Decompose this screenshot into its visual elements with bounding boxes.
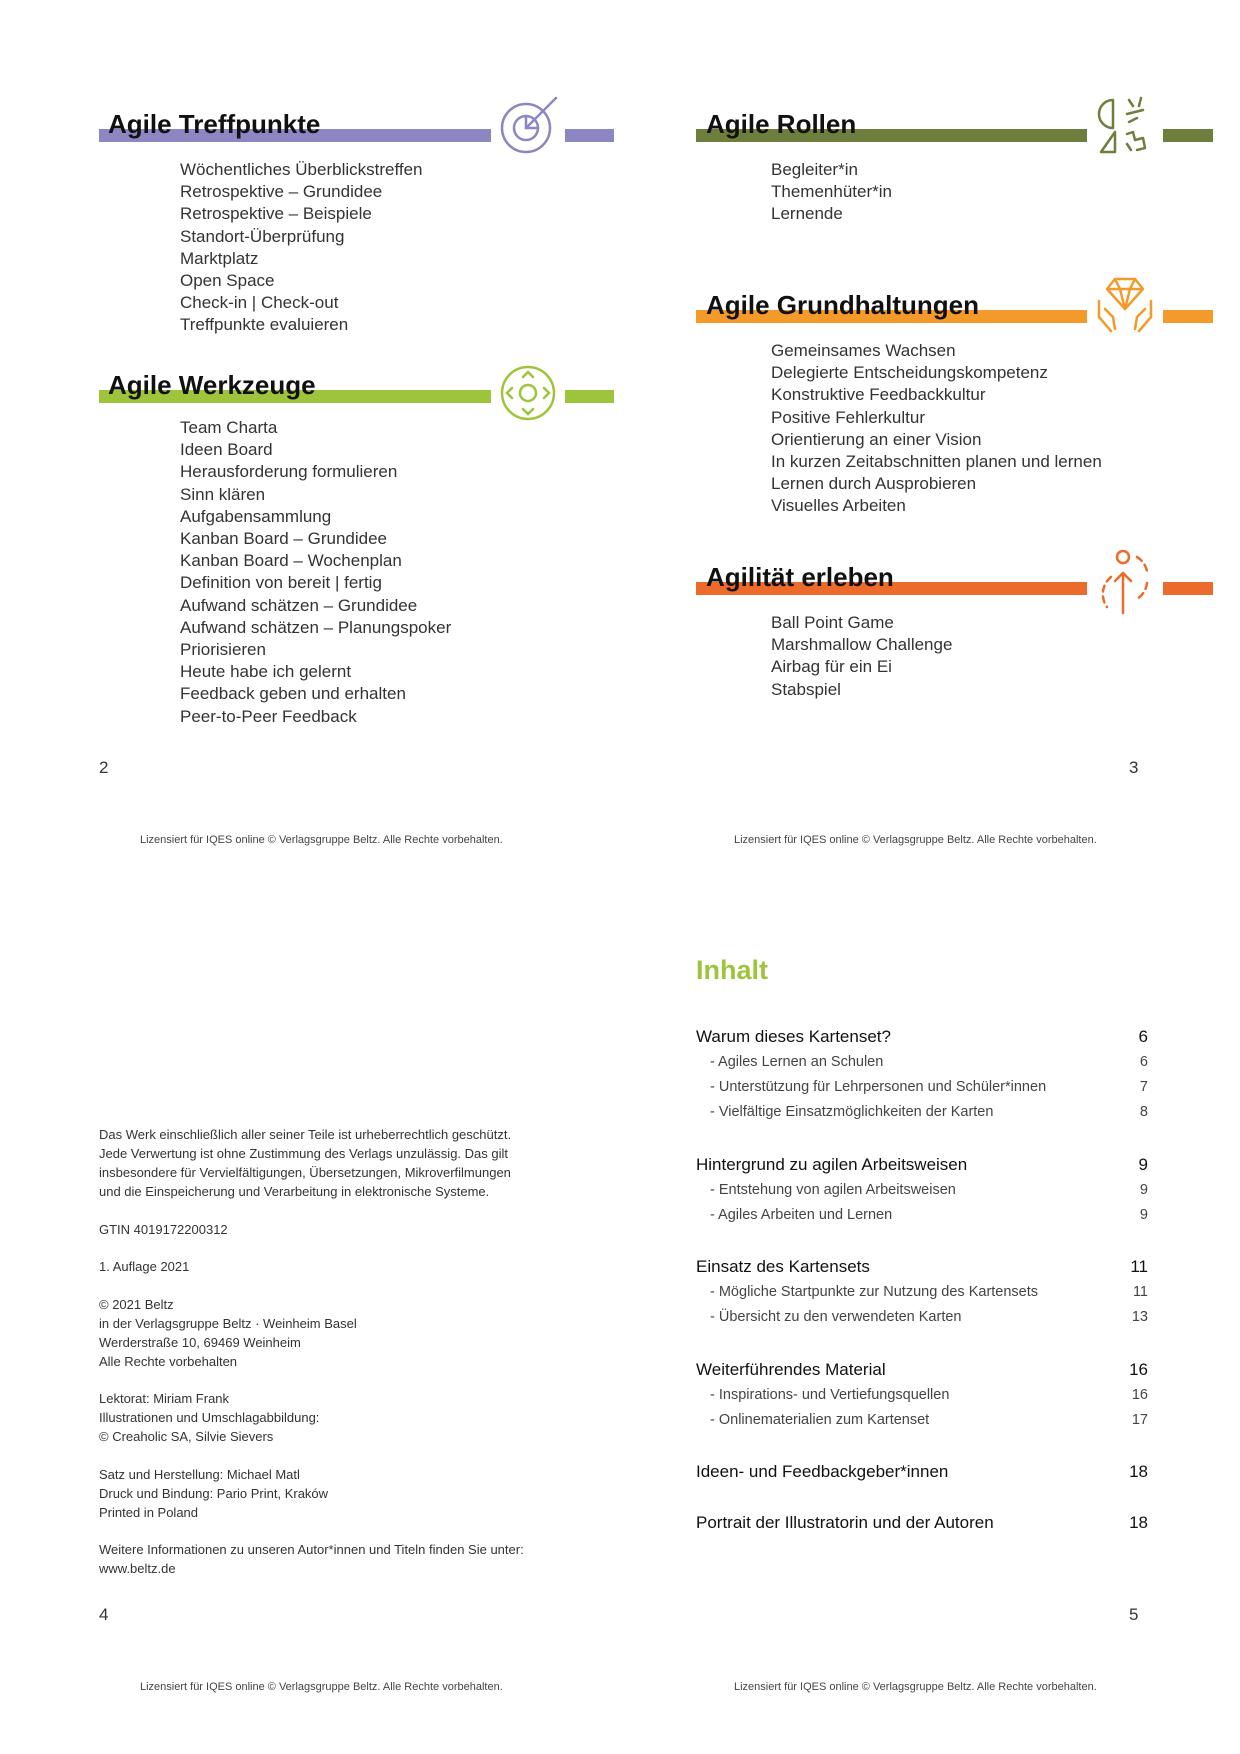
hands-diamond-icon — [1093, 271, 1159, 337]
list-item: Priorisieren — [180, 640, 266, 660]
toc-subentry[interactable]: - Agiles Lernen an Schulen 6 — [710, 1054, 1148, 1070]
list-item: Retrospektive – Beispiele — [180, 204, 372, 224]
page-title: Inhalt — [696, 955, 768, 985]
toc-subentry[interactable]: - Inspirations- und Vertiefungsquellen 16 — [710, 1387, 1148, 1403]
list-item: Retrospektive – Grundidee — [180, 182, 383, 202]
toc-subentry[interactable]: - Onlinematerialien zum Kartenset 17 — [710, 1412, 1148, 1428]
toc-group — [696, 1254, 1148, 1330]
toc-entry[interactable]: Portrait der Illustratorin und der Autoren 18 — [696, 1513, 1148, 1532]
credits: Lektorat: Miriam Frank Illustrationen und Umschlagabbildung: © Creaholic SA, Silvie Sievers — [99, 1391, 320, 1444]
section-title-treffpunkte: Agile Treffpunkte — [108, 109, 321, 139]
list-item: Stabspiel — [771, 679, 841, 699]
section-bar-werkzeuge-tail — [565, 390, 614, 403]
imprint — [99, 1125, 569, 1597]
section-bar-erleben-tail — [1163, 582, 1213, 595]
list-item: Aufgabensammlung — [180, 506, 332, 526]
toc-subentry[interactable]: - Unterstützung für Lehrpersonen und Schüler*innen 7 — [710, 1079, 1148, 1095]
toc-entry[interactable]: Weiterführendes Material 16 — [696, 1360, 1148, 1379]
section-bar-treffpunkte-tail — [565, 129, 614, 142]
website-link[interactable]: www.beltz.de — [99, 1561, 176, 1576]
page-number: 2 — [99, 758, 109, 777]
production-info: Satz und Herstellung: Michael Matl Druck und Bindung: Pario Print, Kraków Printed in Poland — [99, 1466, 329, 1520]
list-item: Airbag für ein Ei — [771, 657, 892, 677]
toc-entry[interactable]: Warum dieses Kartenset? 6 — [696, 1027, 1148, 1046]
toc-group — [696, 1510, 1148, 1536]
license-notice: Lizensiert für IQES online © Verlagsgruppe Beltz. Alle Rechte vorbehalten. — [140, 1681, 503, 1693]
list-item: Heute habe ich gelernt — [180, 662, 352, 682]
list-item: Themenhüter*in — [771, 182, 892, 202]
list-item: Sinn klären — [180, 484, 266, 504]
list-item: Herausforderung formulieren — [180, 462, 398, 482]
list-werkzeuge — [180, 417, 451, 728]
license-notice: Lizensiert für IQES online © Verlagsgruppe Beltz. Alle Rechte vorbehalten. — [734, 1681, 1097, 1693]
section-bar-rollen-tail — [1163, 129, 1213, 142]
list-item: Lernende — [771, 204, 843, 224]
section-bar-grundhaltungen-tail — [1163, 310, 1213, 323]
list-item: Definition von bereit | fertig — [180, 573, 382, 593]
list-item: Visuelles Arbeiten — [771, 496, 906, 516]
section-title-werkzeuge: Agile Werkzeuge — [108, 370, 316, 400]
list-item: Team Charta — [180, 418, 278, 437]
list-item: Marktplatz — [180, 248, 259, 268]
list-item: Ideen Board — [180, 440, 273, 460]
list-item: Konstruktive Feedbackkultur — [771, 385, 986, 405]
list-item: Delegierte Entscheidungskompetenz — [771, 363, 1048, 383]
section-title-erleben: Agilität erleben — [706, 562, 894, 592]
list-item: Aufwand schätzen – Grundidee — [180, 595, 418, 615]
toc-entry[interactable]: Einsatz des Kartensets 11 — [696, 1257, 1148, 1276]
list-item: Wöchentliches Überblickstreffen — [180, 160, 423, 179]
list-item: Marshmallow Challenge — [771, 635, 953, 655]
list-item: Feedback geben und erhalten — [180, 684, 406, 704]
toc-group — [696, 1459, 1148, 1485]
list-item: In kurzen Zeitabschnitten planen und lernen — [771, 452, 1102, 472]
list-grundhaltungen — [771, 340, 1102, 518]
list-item: Kanban Board – Grundidee — [180, 529, 387, 549]
toc-subentry[interactable]: - Entstehung von agilen Arbeitsweisen 9 — [710, 1182, 1148, 1198]
toc-entry[interactable]: Ideen- und Feedbackgeber*innen 18 — [696, 1462, 1148, 1481]
list-item: Positive Fehlerkultur — [771, 407, 926, 427]
list-item: Kanban Board – Wochenplan — [180, 551, 402, 571]
toc-subentry[interactable]: - Übersicht zu den verwendeten Karten 13 — [710, 1309, 1148, 1325]
list-item: Open Space — [180, 271, 275, 291]
list-erleben — [771, 612, 952, 701]
list-item: Peer-to-Peer Feedback — [180, 706, 357, 726]
license-notice: Lizensiert für IQES online © Verlagsgruppe Beltz. Alle Rechte vorbehalten. — [140, 834, 503, 846]
license-notice: Lizensiert für IQES online © Verlagsgruppe Beltz. Alle Rechte vorbehalten. — [734, 834, 1097, 846]
toc-group — [696, 1152, 1148, 1228]
page-number: 5 — [1129, 1605, 1139, 1624]
section-title-rollen: Agile Rollen — [706, 109, 857, 139]
copyright-notice: Das Werk einschließlich aller seiner Teile ist urheberrechtlich geschützt. Jede Verwertung ist ohne Zustimmung des Verlags unzulässig. Das gilt insbesondere für Vervielfältigungen, Übersetzungen, Mikroverfilmungen und die Einspeicherung und Verarbeitung in elektronische Systeme. — [99, 1127, 512, 1199]
list-rollen — [771, 159, 892, 226]
list-treffpunkte — [180, 159, 423, 337]
toc-group — [696, 1357, 1148, 1433]
gtin: GTIN 4019172200312 — [99, 1221, 228, 1237]
list-item: Treffpunkte evaluieren — [180, 315, 349, 335]
page-number: 3 — [1129, 758, 1139, 777]
edition: 1. Auflage 2021 — [99, 1259, 190, 1274]
list-item: Aufwand schätzen – Planungspoker — [180, 617, 452, 637]
target-arrow-icon — [496, 92, 562, 158]
list-item: Gemeinsames Wachsen — [771, 341, 956, 360]
list-item: Orientierung an einer Vision — [771, 429, 982, 449]
toc-entry[interactable]: Hintergrund zu agilen Arbeitsweisen 9 — [696, 1155, 1148, 1174]
toc-subentry[interactable]: - Agiles Arbeiten und Lernen 9 — [710, 1207, 1148, 1223]
toc-subentry[interactable]: - Vielfältige Einsatzmöglichkeiten der Karten 8 — [710, 1104, 1148, 1120]
list-item: Check-in | Check-out — [180, 293, 339, 313]
list-item: Lernen durch Ausprobieren — [771, 474, 977, 494]
section-title-grundhaltungen: Agile Grundhaltungen — [706, 290, 979, 320]
more-info: Weitere Informationen zu unseren Autor*innen und Titeln finden Sie unter: www.beltz.de — [99, 1540, 569, 1578]
list-item: Ball Point Game — [771, 613, 894, 632]
list-item: Begleiter*in — [771, 160, 858, 179]
roles-puzzle-icon — [1093, 92, 1159, 158]
list-item: Standort-Überprüfung — [180, 226, 345, 246]
publisher-info: © 2021 Beltz in der Verlagsgruppe Beltz · Weinheim Basel Werderstraße 10, 69469 Weinheim Alle Rechte vorbehalten — [99, 1296, 357, 1369]
toc-group — [696, 1024, 1148, 1125]
arrow-up-circle-icon — [1093, 547, 1159, 617]
page-number: 4 — [99, 1605, 109, 1624]
toc-subentry[interactable]: - Mögliche Startpunkte zur Nutzung des Kartensets 11 — [710, 1284, 1148, 1300]
direction-pad-icon — [498, 363, 558, 423]
